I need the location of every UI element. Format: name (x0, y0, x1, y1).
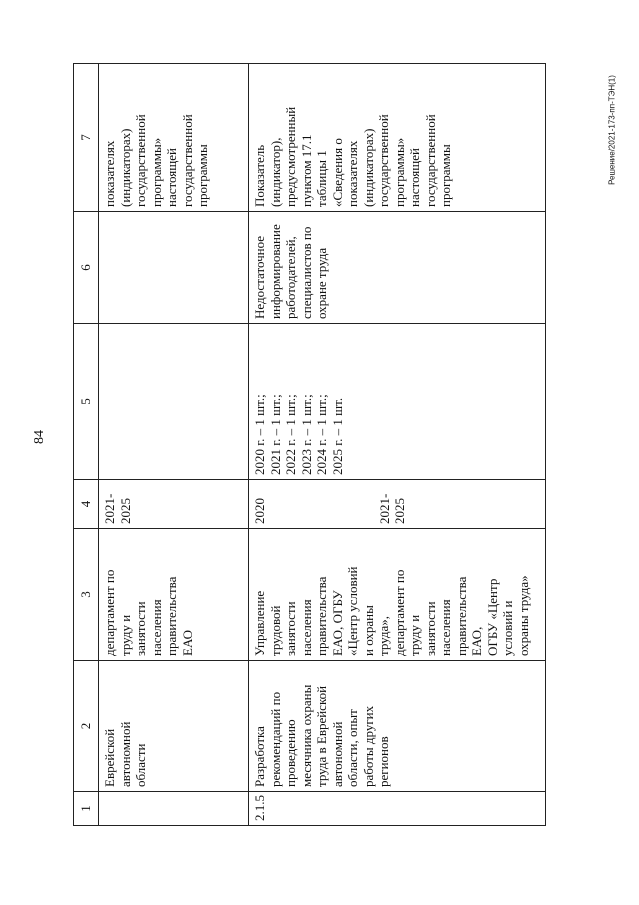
header-col-4: 4 (74, 480, 99, 529)
header-col-5: 5 (74, 324, 99, 480)
cell-number (249, 792, 546, 826)
program-table (73, 63, 546, 826)
cell-consequence (99, 212, 249, 324)
indicator-text: Показатель (индикатор), предусмотренный пунктом 17.1 таблицы 1 «Сведения о показателях (индикаторах) государственной программы» настоящей государственной программы (252, 106, 453, 207)
cell-executor (249, 529, 546, 661)
cell-name (249, 661, 546, 792)
page-number: 84 (32, 430, 47, 444)
executor-text: Управление трудовой занятости населения правительства ЕАО, ОГБУ «Центр условий и охраны труда», департамент по труду и занятости населения правительства ЕАО, ОГБУ «Центр условий и охраны труда» (252, 566, 531, 656)
table-row (99, 64, 249, 826)
cell-number (99, 792, 249, 826)
measure-name: Еврейской автономной области (102, 721, 148, 787)
table-header-row (74, 64, 99, 826)
header-col-3: 3 (74, 529, 99, 661)
header-col-7: 7 (74, 64, 99, 212)
term-text: 2021- 2025 (102, 493, 133, 524)
cell-indicator (99, 64, 249, 212)
cell-consequence (249, 212, 546, 324)
consequence-text: Недостаточное информирование работодателей, специалистов по охране труда (252, 224, 329, 319)
cell-result (249, 324, 546, 480)
row-number: 2.1.5 (252, 795, 267, 821)
term-text: 2020 (252, 498, 267, 524)
executor-text: департамент по труду и занятости населения правительства ЕАО (102, 569, 195, 656)
result-text: 2020 г. – 1 шт.; 2021 г. – 1 шт.; 2022 г. – 1 шт.; 2023 г. – 1 шт.; 2024 г. – 1 шт.; 2025 г. – 1 шт. (252, 394, 345, 475)
header-col-1: 1 (74, 792, 99, 826)
term-text-second: 2021- 2025 (376, 493, 407, 524)
cell-executor (99, 529, 249, 661)
header-col-2: 2 (74, 661, 99, 792)
cell-term (99, 480, 249, 529)
cell-term (249, 480, 546, 529)
document-code: Решение/2021-173-пп-ТЭН(1) (607, 75, 617, 185)
cell-name (99, 661, 249, 792)
header-col-6: 6 (74, 212, 99, 324)
measure-name: Разработка рекомендаций по проведению месячника охраны труда в Еврейской автономной области, опыт работы других регионов (252, 684, 391, 787)
indicator-text: показателях (индикаторах) государственной программы» настоящей государственной программы (102, 114, 210, 207)
cell-indicator (249, 64, 546, 212)
table-row (249, 64, 546, 826)
cell-result (99, 324, 249, 480)
rotated-table-container (73, 64, 555, 826)
